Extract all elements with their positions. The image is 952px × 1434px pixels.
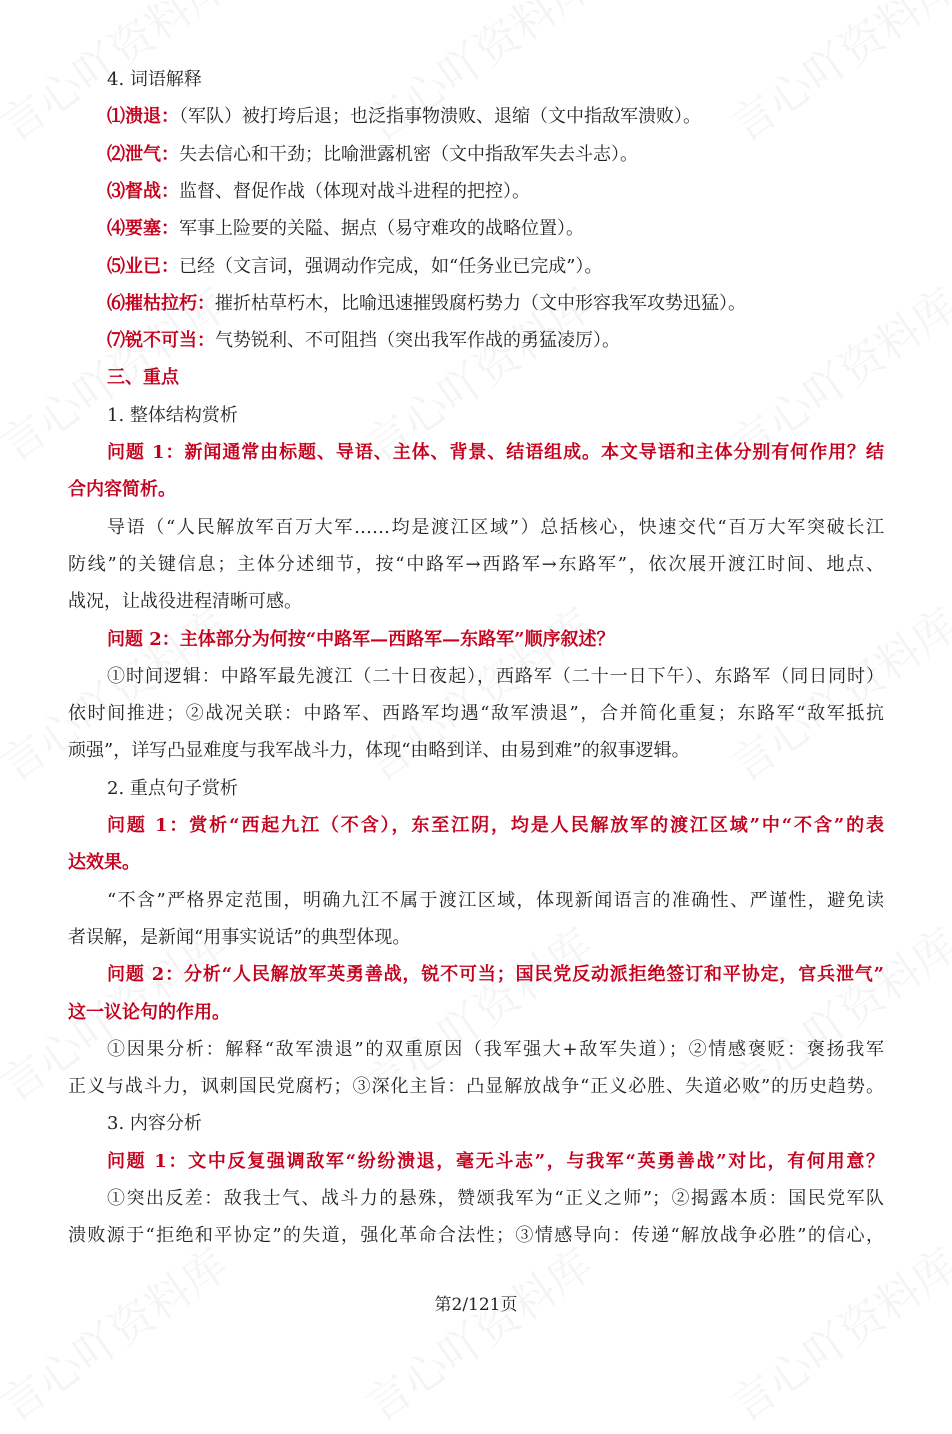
term-definition-item: [107, 289, 884, 319]
term-definition: 已经（文言词，强调动作完成，如“任务业已完成”）。: [179, 255, 603, 277]
term-definition-item: [107, 177, 884, 207]
text-line: 顽强”，详写凸显难度与我军战斗力，体现“由略到详、由易到难”的叙事逻辑。: [68, 740, 690, 762]
question-line: 问题 1：新闻通常由标题、导语、主体、背景、结语组成。本文导语和主体分别有何作用？结: [107, 442, 884, 463]
term-definition: 失去信心和干劲；比喻泄露机密（文中指敌军失去斗志）。: [179, 143, 638, 165]
term-definition: 军事上险要的关隘、据点（易守难攻的战略位置）。: [179, 218, 584, 240]
text-line: ①时间逻辑：中路军最先渡江（二十日夜起），西路军（二十一日下午）、东路军（同日同时）: [107, 665, 884, 687]
question-line: 问题 2：主体部分为何按“中路军—西路军—东路军”顺序叙述？: [107, 628, 615, 650]
term-label: ⑴溃退：: [107, 106, 179, 128]
term-definition: （军队）被打垮后退；也泛指事物溃败、退缩（文中指敌军溃败）。: [179, 106, 701, 128]
term-label: ⑺锐不可当：: [107, 330, 215, 352]
text-line: 2. 重点句子赏析: [107, 777, 238, 799]
section-heading-key-points: 三、重点: [107, 367, 179, 389]
text-line: ①突出反差：敌我士气、战斗力的悬殊，赞颂我军为“正义之师”；②揭露本质：国民党军队: [107, 1188, 884, 1209]
question-line: 问题 1：文中反复强调敌军“纷纷溃退，毫无斗志”，与我军“英勇善战”对比，有何用意？: [107, 1150, 884, 1172]
question-line: 达效果。: [68, 852, 140, 874]
text-line: 溃败源于“拒绝和平协定”的失道，强化革命合法性；③情感导向：传递“解放战争必胜”的信心，: [68, 1225, 884, 1247]
watermark-text: [716, 1230, 952, 1434]
term-definition-item: [107, 326, 884, 356]
text-line: ①因果分析：解释“敌军溃退”的双重原因（我军强大+敌军失道）；②情感褒贬：褒扬我军: [107, 1038, 884, 1060]
question-line: 合内容简析。: [68, 479, 176, 501]
text-line: 者误解，是新闻“用事实说话”的典型体现。: [68, 926, 411, 948]
term-label: ⑷要塞：: [107, 218, 179, 240]
term-definition-item: [107, 140, 884, 170]
text-line: 1. 整体结构赏析: [107, 404, 238, 426]
watermark-text: [0, 1230, 238, 1434]
question-line: 这一议论句的作用。: [68, 1001, 230, 1023]
term-definition-item: [107, 214, 884, 244]
text-line: 正义与战斗力，讽刺国民党腐朽；③深化主旨：凸显解放战争“正义必胜、失道必败”的历史趋势。: [68, 1076, 884, 1098]
text-line: 导语（“人民解放军百万大军……均是渡江区域”）总括核心，快速交代“百万大军突破长江: [107, 516, 884, 538]
term-label: ⑶督战：: [107, 180, 179, 202]
term-definition-item: [107, 252, 884, 282]
text-line: 战况，让战役进程清晰可感。: [68, 591, 302, 613]
term-label: ⑹摧枯拉朽：: [107, 292, 215, 314]
text-line: 依时间推进；②战况关联：中路军、西路军均遇“敌军溃退”，合并简化重复；东路军“敌军抵抗: [68, 703, 884, 725]
watermark-text: [351, 1230, 604, 1434]
page-number: 第2/121页: [434, 1295, 518, 1315]
text-line: “不含”严格界定范围，明确九江不属于渡江区域，体现新闻语言的准确性、严谨性，避免读: [107, 889, 884, 911]
text-line: 防线”的关键信息；主体分述细节，按“中路军→西路军→东路军”，依次展开渡江时间、地点、: [68, 553, 884, 575]
term-definition: 摧折枯草朽木，比喻迅速摧毁腐朽势力（文中形容我军攻势迅猛）。: [215, 292, 746, 314]
term-definition: 监督、督促作战（体现对战斗进程的把控）。: [179, 180, 530, 202]
section-heading-word-explanation: 4. 词语解释: [107, 69, 202, 90]
question-line: 问题 1：赏析“西起九江（不含），东至江阴，均是人民解放军的渡江区域”中“不含”的表: [107, 815, 884, 836]
term-definition-item: [107, 102, 884, 132]
term-definition: 气势锐利、不可阻挡（突出我军作战的勇猛凌厉）。: [215, 330, 620, 352]
term-label: ⑵泄气：: [107, 143, 179, 165]
question-line: 问题 2：分析“人民解放军英勇善战，锐不可当；国民党反动派拒绝签订和平协定，官兵泄气”: [107, 964, 884, 986]
text-line: 3. 内容分析: [107, 1113, 202, 1135]
term-label: ⑸业已：: [107, 255, 179, 277]
